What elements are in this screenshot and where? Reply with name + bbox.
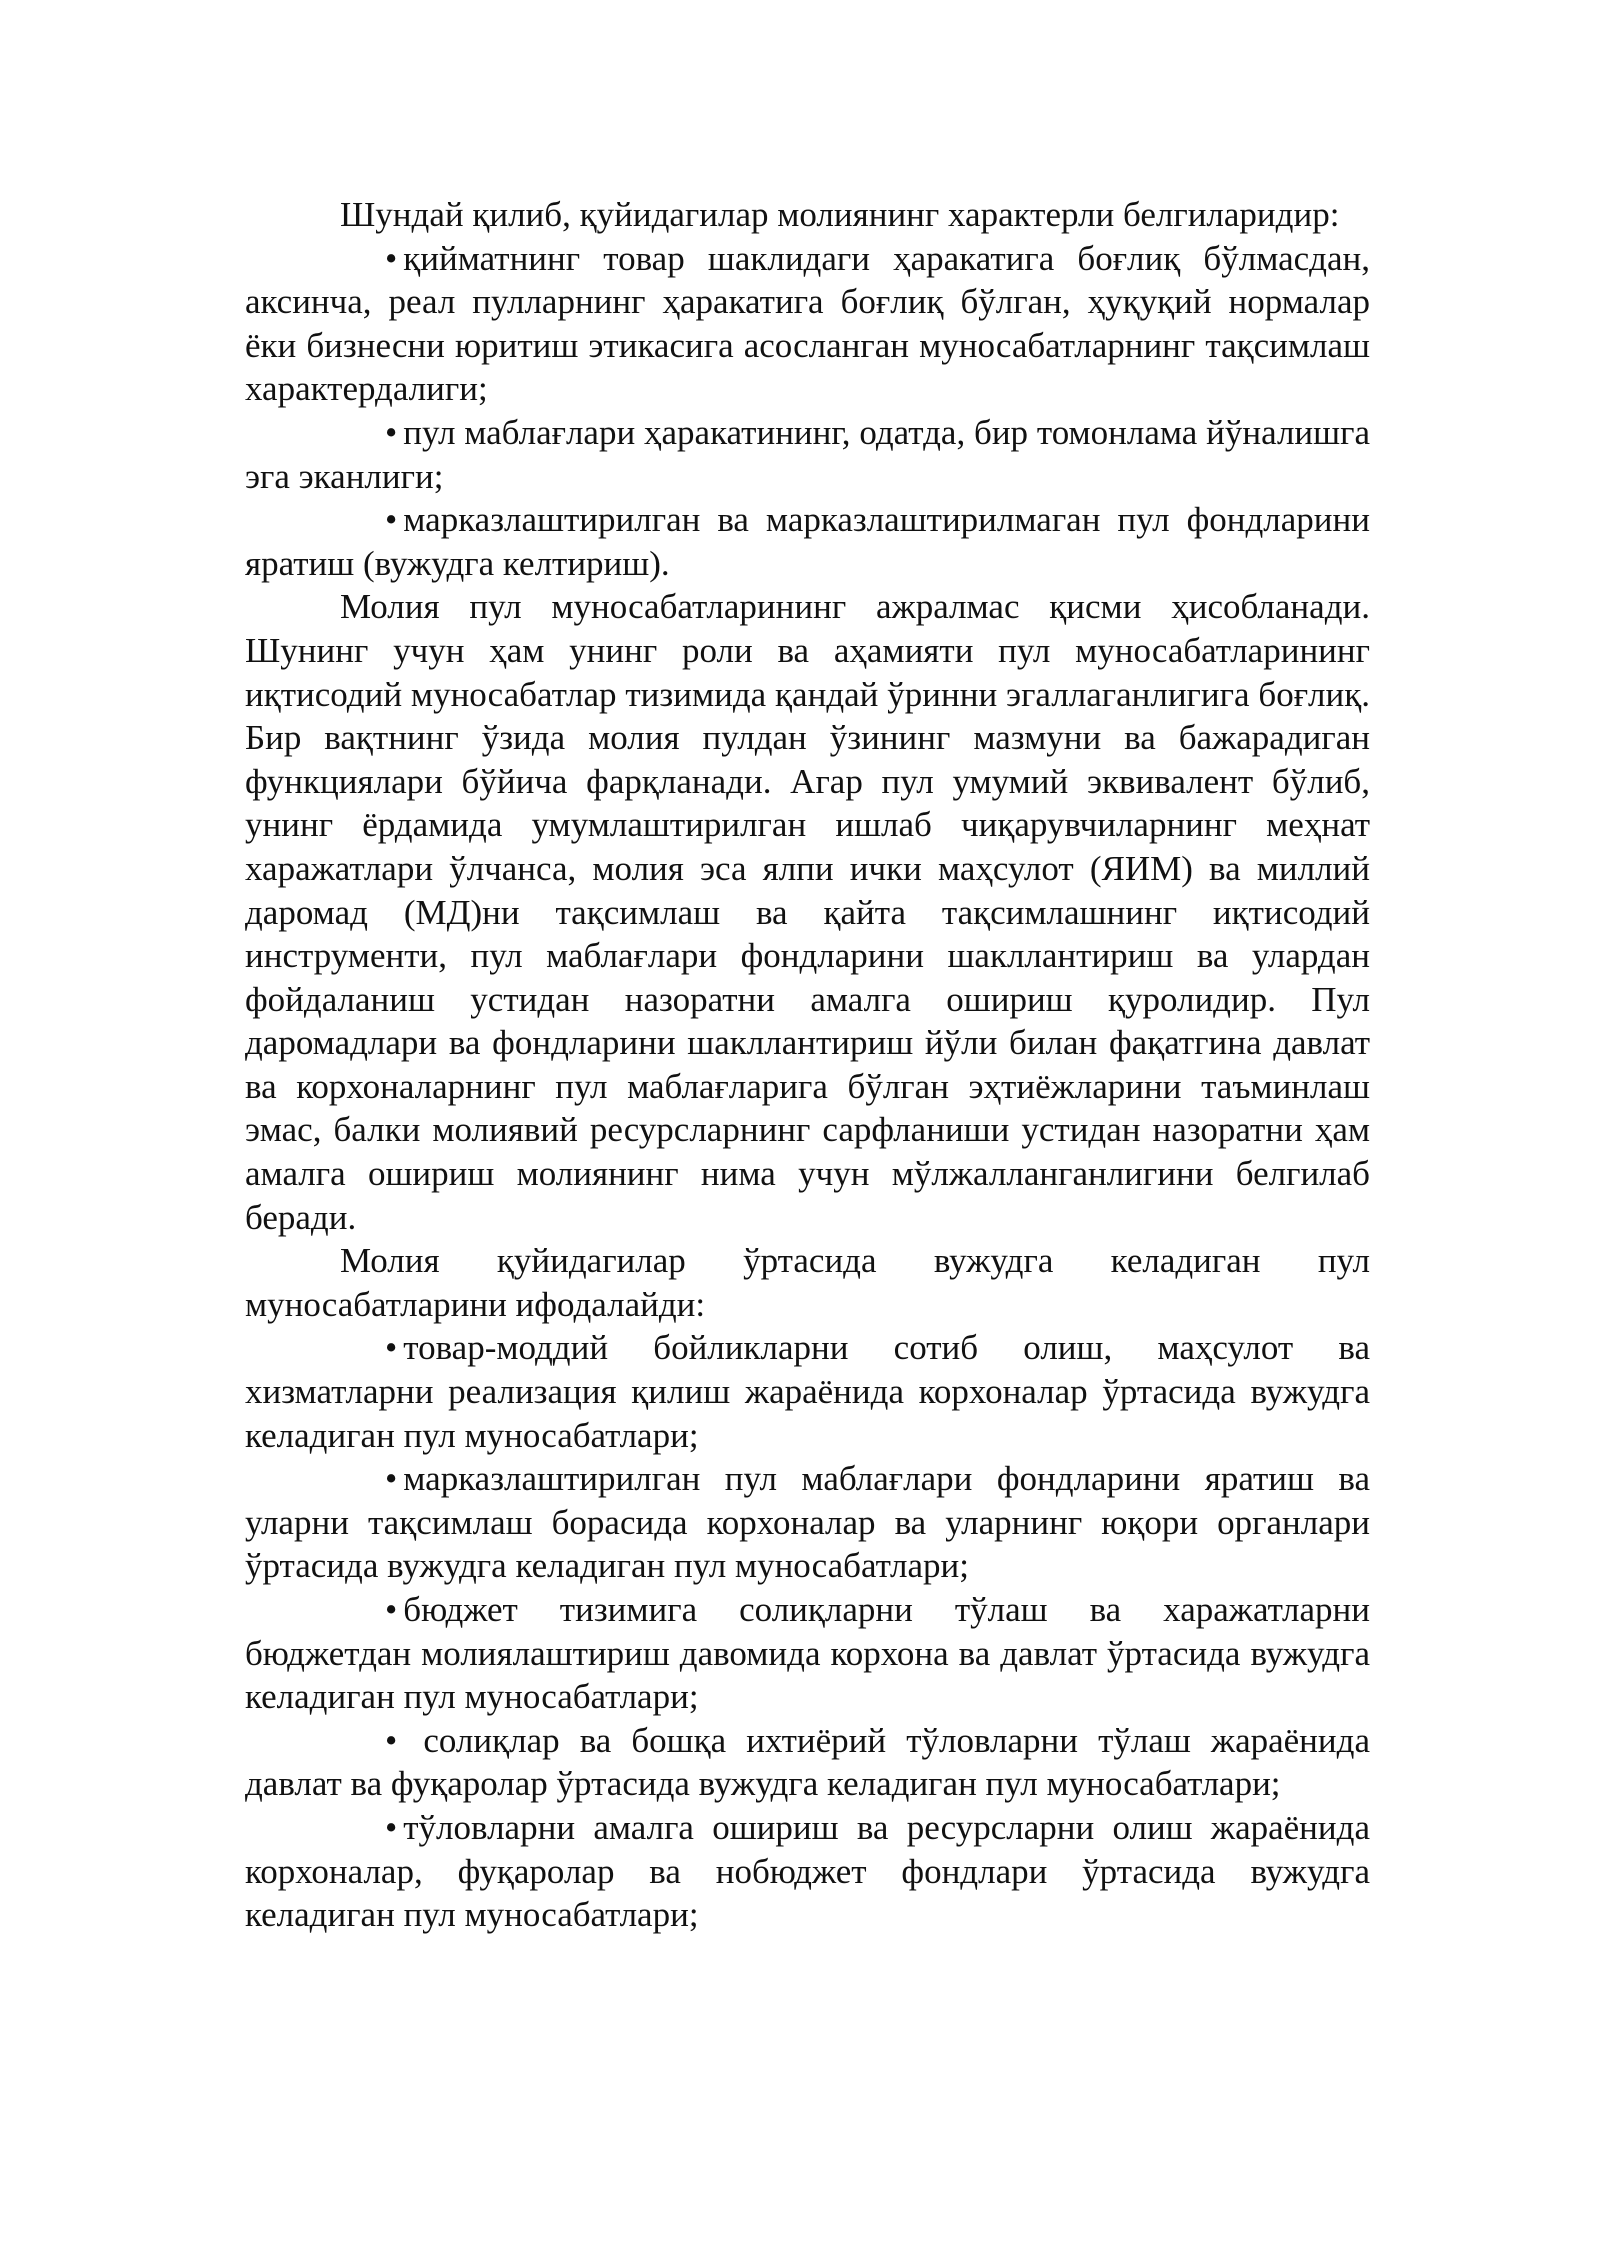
bullet-mark: •	[385, 500, 398, 540]
bullet-mark: •	[385, 1328, 398, 1368]
bullet-item	[245, 411, 1370, 498]
paragraph-list-intro	[245, 1239, 1370, 1326]
bullet-item	[245, 1806, 1370, 1937]
bullet-text: тўловларни амалга ошириш ва ресурсларни олиш жараёнида корхоналар, фуқаролар ва нобюджет фондлари ўртасида вужудга келадиган пул муносабатлари;	[245, 1807, 1370, 1935]
bullet-mark: •	[385, 1459, 398, 1499]
paragraph-text: Молия қуйидагилар ўртасида вужудга келадиган пул муносабатларини ифодалайди:	[245, 1241, 1370, 1324]
paragraph-text: Шундай қилиб, қуйидагилар молиянинг характерли белгиларидир:	[340, 195, 1340, 234]
bullet-text: солиқлар ва бошқа ихтиёрий тўловларни тўлаш жараёнида давлат ва фуқаролар ўртасида вужудга келадиган пул муносабатлари;	[245, 1720, 1370, 1804]
bullet-item	[245, 498, 1370, 585]
bullet-text: пул маблағлари ҳаракатининг, одатда, бир томонлама йўналишга эга эканлиги;	[245, 412, 1370, 496]
paragraph-intro	[245, 193, 1370, 237]
bullet-mark: •	[385, 1590, 398, 1629]
bullet-text: бюджет тизимига солиқларни тўлаш ва харажатларни бюджетдан молиялаштириш давомида корхона ва давлат ўртасида вужудга келадиган пул муносабатлари;	[245, 1590, 1370, 1717]
bullet-mark: •	[385, 412, 398, 452]
bullet-mark: •	[385, 238, 398, 278]
bullet-text: товар-моддий бойликларни сотиб олиш, маҳсулот ва хизматларни реализация қилиш жараёнида корхоналар ўртасида вужудга келадиган пул муносабатлари;	[245, 1328, 1370, 1455]
bullet-item	[245, 1588, 1370, 1719]
bullet-item	[245, 1326, 1370, 1457]
bullet-text: қийматнинг товар шаклидаги ҳаракатига боғлиқ бўлмасдан, аксинча, реал пулларнинг ҳаракатига боғлиқ бўлган, ҳуқуқий нормалар ёки бизнесни юритиш этикасига асосланган муносабатларнинг тақсимлаш характердалиги;	[245, 238, 1370, 409]
bullet-text: марказлаштирилган ва марказлаштирилмаган пул фондларини яратиш (вужудга келтириш).	[245, 500, 1370, 583]
bullet-item	[245, 237, 1370, 411]
bullet-mark: •	[385, 1720, 398, 1760]
document-page	[245, 193, 1370, 1937]
paragraph-text: Молия пул муносабатларининг ажралмас қисми ҳисобланади. Шунинг учун ҳам унинг роли ва аҳамияти пул муносабатларининг иқтисодий муносабатлар тизимида қандай ўринни эгаллаганлигига боғлиқ. Бир вақтнинг ўзида молия пулдан ўзининг мазмуни ва бажарадиган функциялари бўйича фарқланади. Агар пул умумий эквивалент бўлиб, унинг ёрдамида умумлаштирилган ишлаб чиқарувчиларнинг меҳнат харажатлари ўлчанса, молия эса ялпи ички маҳсулот (ЯИМ) ва миллий даромад (МД)ни тақсимлаш ва қайта тақсимлашнинг иқтисодий инструменти, пул маблағлари фондларини шакллантириш ва улардан фойдаланиш устидан назоратни амалга ошириш қуролидир. Пул даромадлари ва фондларини шакллантириш йўли билан фақатгина давлат ва корхоналарнинг пул маблағларига бўлган эҳтиёжларини таъминлаш эмас, балки молиявий ресурсларнинг сарфланиши устидан назоратни ҳам амалга ошириш молиянинг нима учун мўлжалланганлигини белгилаб беради.	[245, 587, 1370, 1237]
bullet-item	[245, 1457, 1370, 1588]
paragraph-body	[245, 585, 1370, 1239]
bullet-item	[245, 1719, 1370, 1806]
bullet-text: марказлаштирилган пул маблағлари фондларини яратиш ва уларни тақсимлаш борасида корхоналар ва уларнинг юқори органлари ўртасида вужудга келадиган пул муносабатлари;	[245, 1459, 1370, 1586]
bullet-mark: •	[385, 1807, 398, 1847]
